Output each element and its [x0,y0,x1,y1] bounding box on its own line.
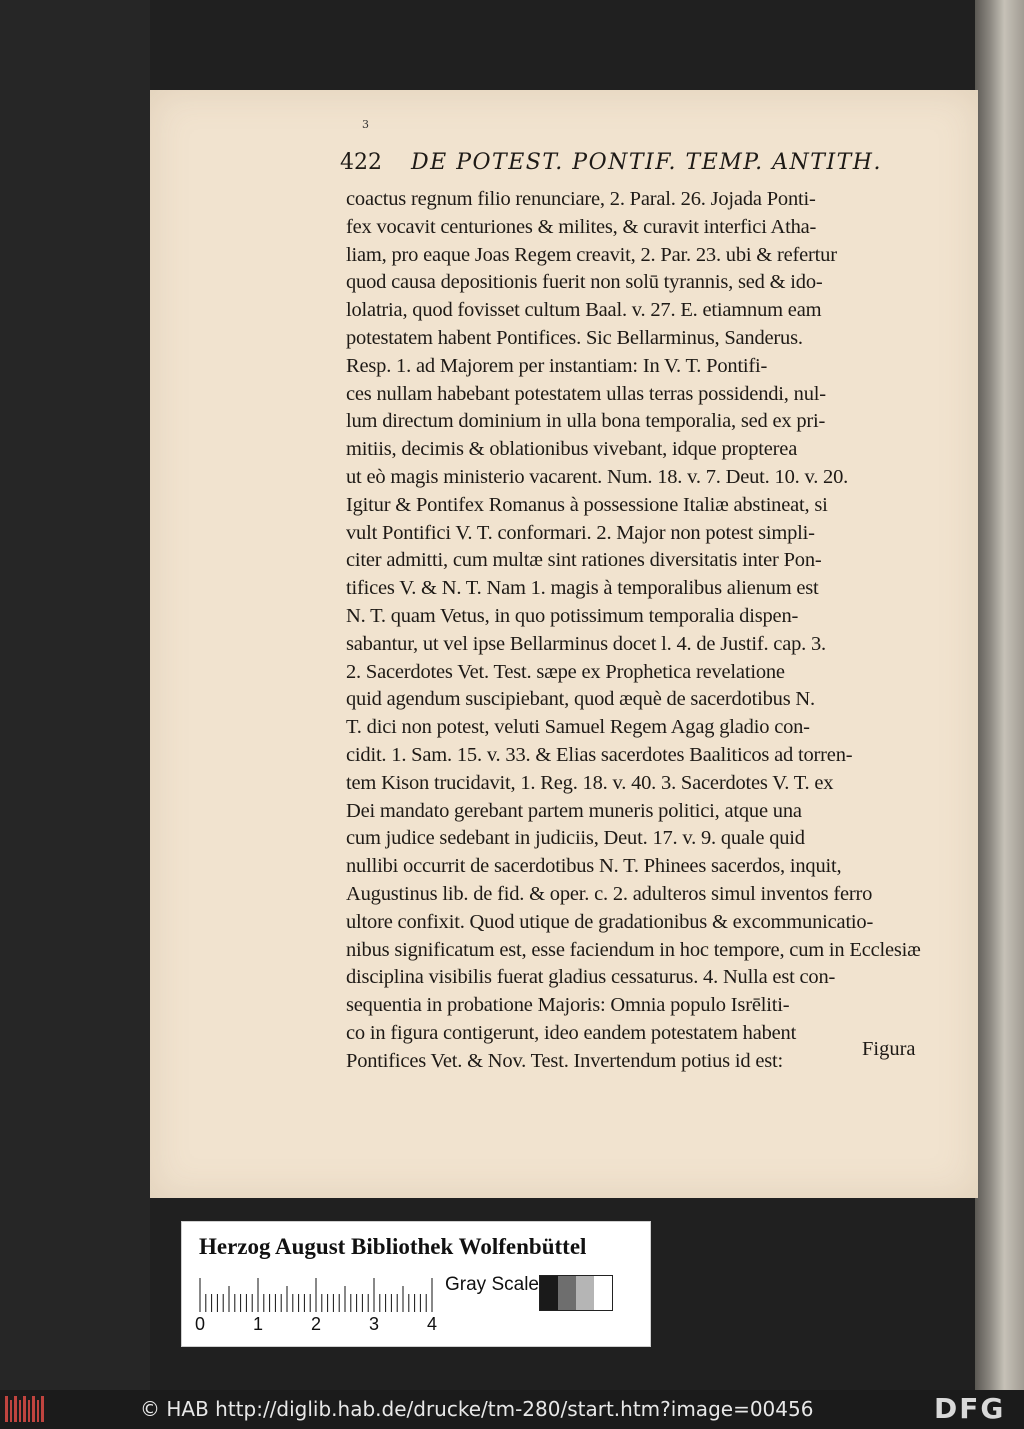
text-line: ces nullam habebant potestatem ullas terras possidendi, nul- [346,382,826,405]
text-line: tifices V. & N. T. Nam 1. magis à temporalibus alienum est [346,577,819,600]
text-line: ultore confixit. Quod utique de gradationibus & excommunicatio- [346,910,874,933]
ruler-number: 2 [311,1314,322,1334]
text-line: ut eò magis ministerio vacarent. Num. 18. v. 7. Deut. 10. v. 20. [346,465,849,488]
page-body-text [346,186,930,1076]
text-line: tem Kison trucidavit, 1. Reg. 18. v. 40. 3. Sacerdotes V. T. ex [346,771,834,794]
text-line: cidit. 1. Sam. 15. v. 33. & Elias sacerdotes Baaliticos ad torren- [346,743,853,766]
text-line: fex vocavit centuriones & milites, & curavit interfici Atha- [346,215,817,238]
text-line: lum directum dominium in ulla bona temporalia, sed ex pri- [346,410,826,433]
ruler-icon [198,1276,438,1312]
barcode-icon [5,1396,47,1422]
text-line: 2. Sacerdotes Vet. Test. sæpe ex Prophetica revelatione [346,660,785,683]
signature-mark: 3 [362,118,369,131]
text-line: quod causa depositionis fuerit non solū tyrannis, sed & ido- [346,271,823,294]
dfg-logo: DFG [934,1392,1006,1425]
running-title: DE POTEST. PONTIF. TEMP. ANTITH. [411,150,882,175]
text-line: cum judice sedebant in judiciis, Deut. 17. v. 9. quale quid [346,827,805,850]
text-line: mitiis, decimis & oblationibus vivebant, idque propterea [346,438,798,461]
gray-scale-swatches [539,1275,613,1311]
text-line: Augustinus lib. de fid. & oper. c. 2. adulteros simul inventos ferro [346,882,873,905]
page-number: 422 [340,150,382,175]
running-head [340,150,900,175]
ruler-number: 1 [253,1314,264,1334]
text-line: potestatem habent Pontifices. Sic Bellarminus, Sanderus. [346,326,803,349]
copyright-url-link[interactable]: © HAB http://diglib.hab.de/drucke/tm-280/start.htm?image=00456 [140,1397,814,1421]
text-line: Pontifices Vet. & Nov. Test. Invertendum potius id est: [346,1049,784,1072]
text-line: disciplina visibilis fuerat gladius cessaturus. 4. Nulla est con- [346,966,836,989]
ruler-number: 4 [427,1314,438,1334]
gray-swatch [558,1276,576,1310]
text-line: coactus regnum filio renunciare, 2. Paral. 26. Jojada Ponti- [346,188,816,210]
text-line: lolatria, quod fovisset cultum Baal. v. 27. E. etiamnum eam [346,299,822,322]
text-line: liam, pro eaque Joas Regem creavit, 2. Par. 23. ubi & refertur [346,243,837,266]
text-line: co in figura contigerunt, ideo eandem potestatem habent [346,1021,797,1044]
ruler-number: 0 [195,1314,206,1334]
text-line: Resp. 1. ad Majorem per instantiam: In V. T. Pontifi- [346,354,768,377]
text-line: sequentia in probatione Majoris: Omnia populo Isrēliti- [346,994,790,1017]
text-line: vult Pontifici V. T. conformari. 2. Major non potest simpli- [346,521,815,544]
gray-scale-label: Gray Scale [445,1274,539,1295]
gray-swatch [594,1276,612,1310]
ruler-number: 3 [369,1314,380,1334]
text-line: sabantur, ut vel ipse Bellarminus docet l. 4. de Justif. cap. 3. [346,632,826,655]
gray-swatch [576,1276,594,1310]
text-line: quid agendum suscipiebant, quod æquè de sacerdotibus N. [346,688,815,711]
text-line: Igitur & Pontifex Romanus à possessione Italiæ abstineat, si [346,493,828,516]
book-spine [975,0,1024,1390]
library-name: Herzog August Bibliothek Wolfenbüttel [199,1234,587,1259]
text-line: citer admitti, cum multæ sint rationes diversitatis inter Pon- [346,549,822,572]
text-line: nibus significatum est, esse faciendum in hoc tempore, cum in Ecclesiæ [346,938,921,961]
catchword: Figura [862,1038,916,1060]
text-line: N. T. quam Vetus, in quo potissimum temporalia dispen- [346,604,799,627]
text-line: T. dici non potest, veluti Samuel Regem Agag gladio con- [346,716,810,739]
color-scale-card [181,1221,651,1347]
book-cover-board [0,0,150,1390]
gray-swatch [540,1276,558,1310]
text-line: Dei mandato gerebant partem muneris politici, atque una [346,799,802,822]
text-line: nullibi occurrit de sacerdotibus N. T. Phinees sacerdos, inquit, [346,855,842,878]
footer-bar [0,1390,1024,1429]
